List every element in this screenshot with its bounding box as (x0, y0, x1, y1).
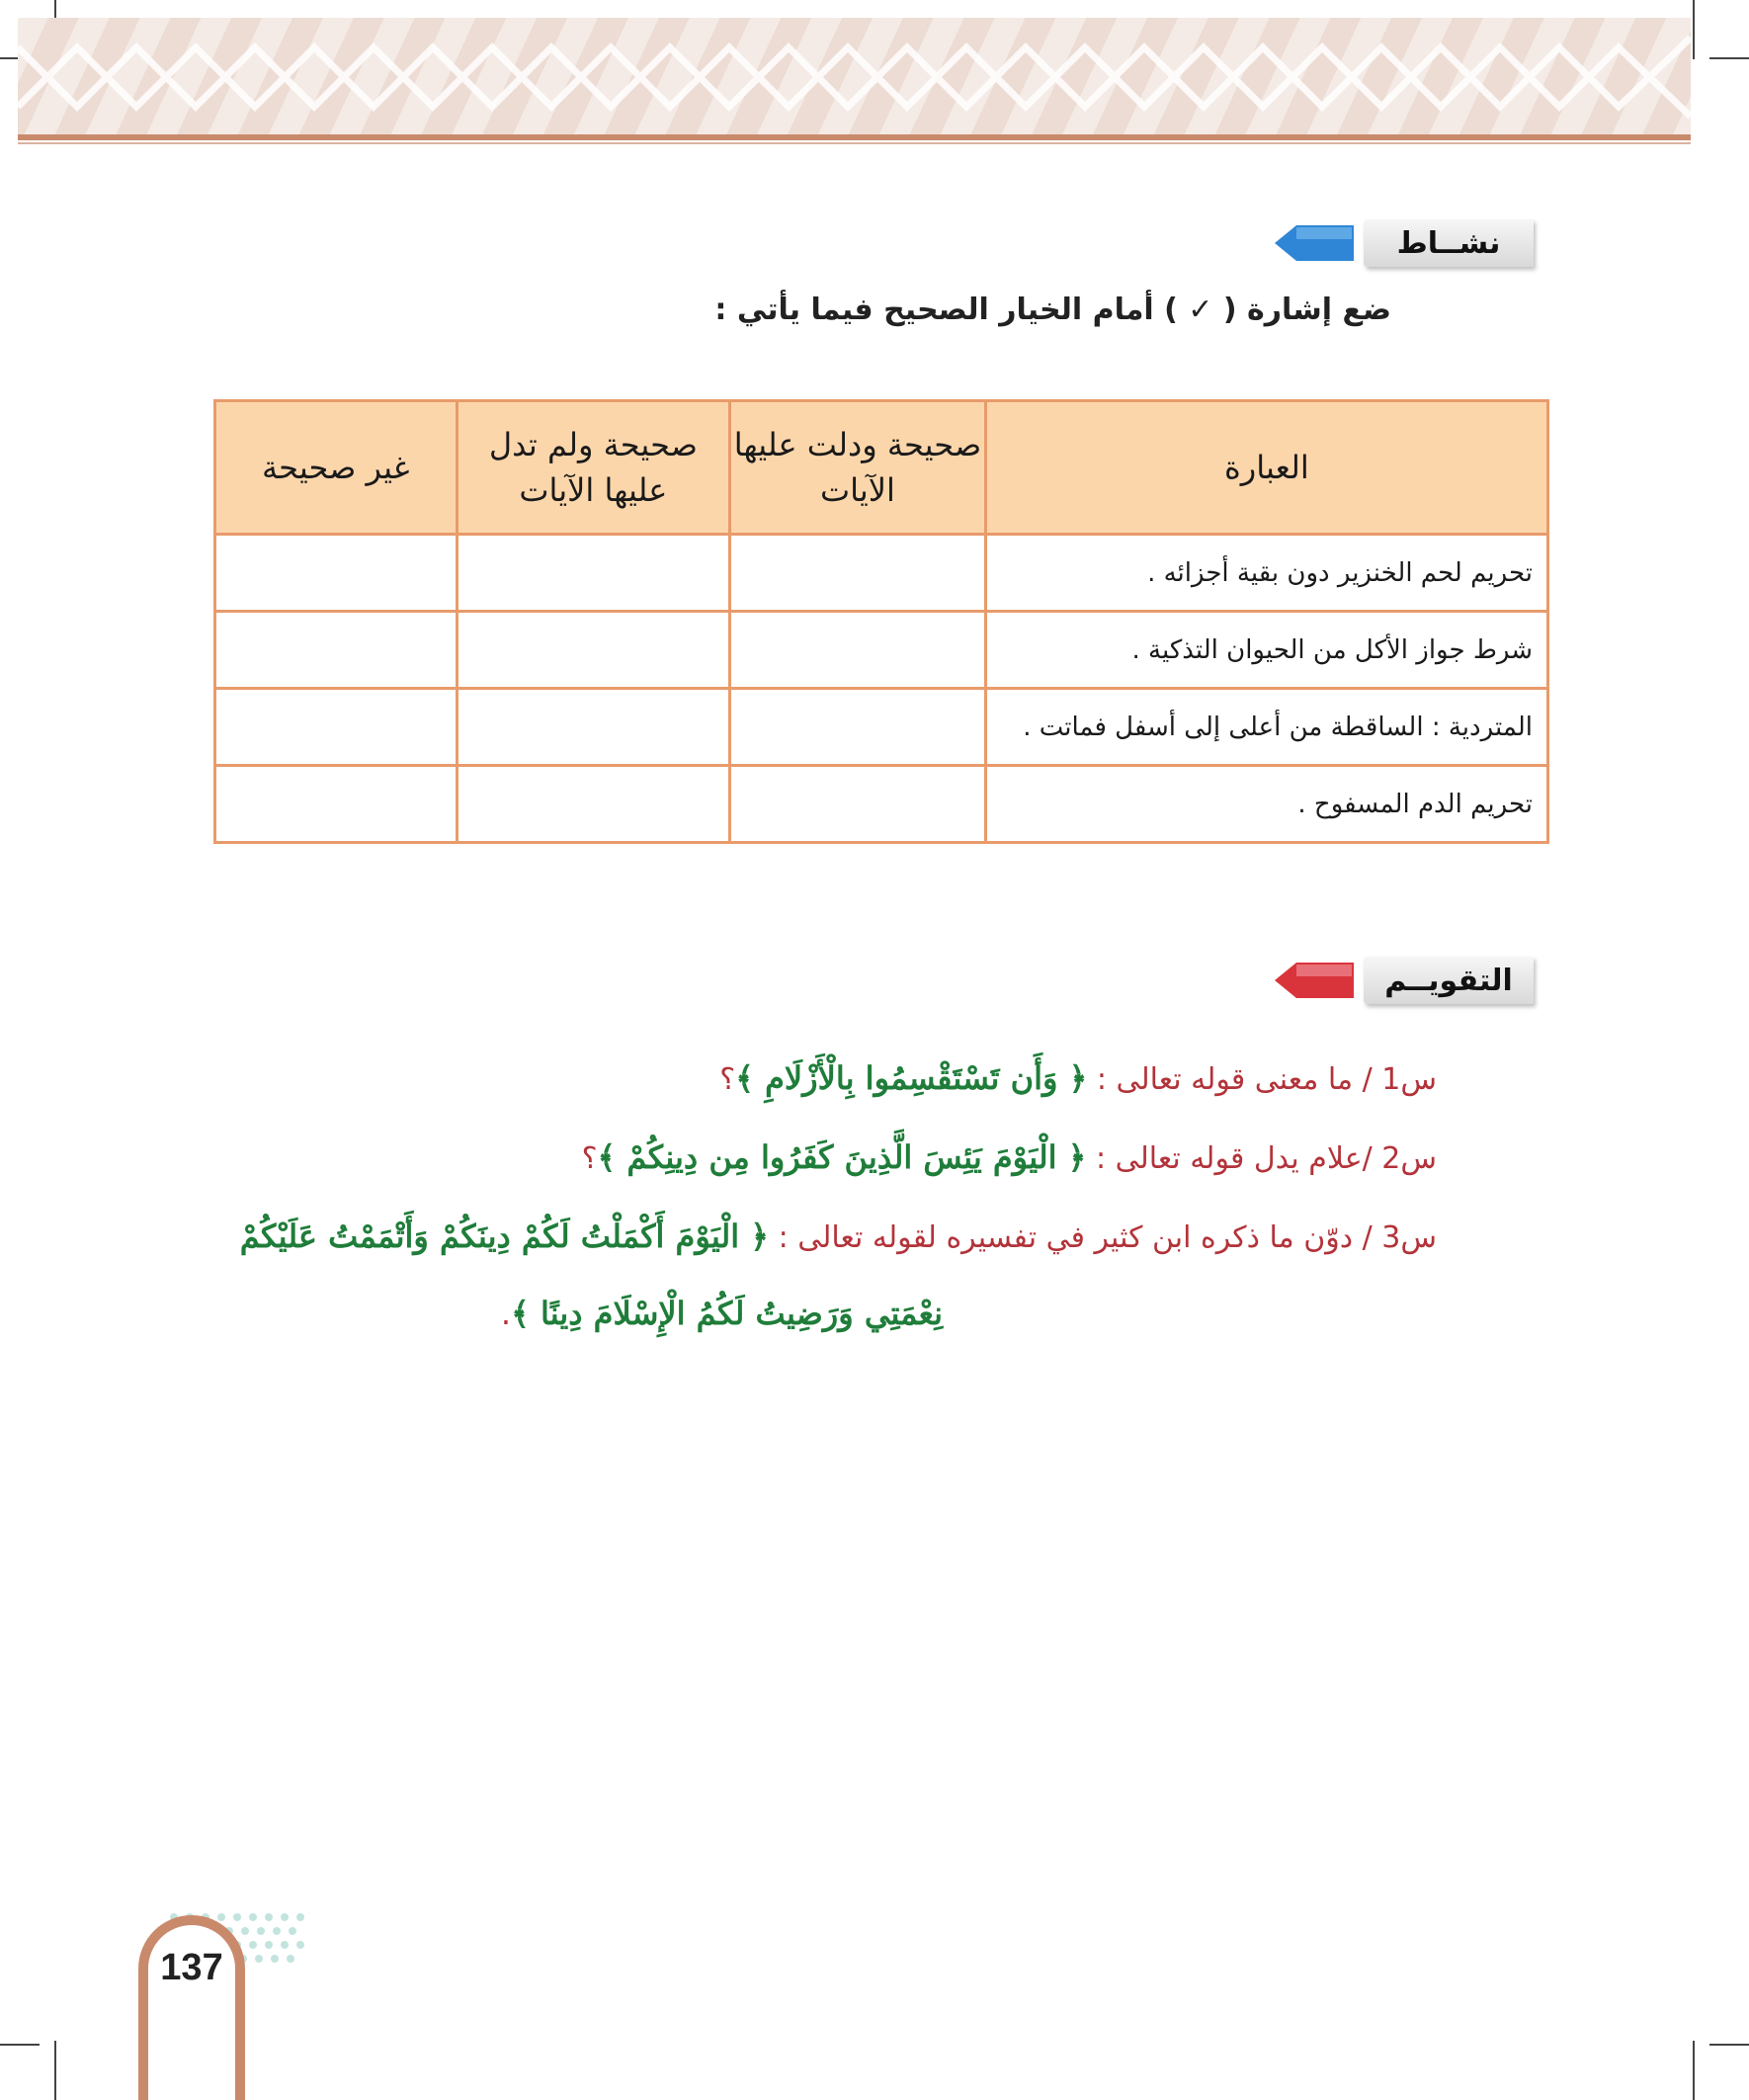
table-row (215, 612, 1548, 689)
header-rule (18, 134, 1691, 140)
table-row (215, 689, 1548, 766)
question-text: س2 /علام يدل قوله تعالى : (1095, 1141, 1437, 1176)
answer-cell-correct-indicated[interactable] (730, 535, 986, 612)
period: . (500, 1295, 512, 1332)
column-header-incorrect: غير صحيحة (215, 401, 458, 535)
question-mark: ؟ (581, 1141, 598, 1176)
page-number: 137 (160, 1947, 223, 1988)
header-rule-thin (18, 142, 1691, 144)
table-header-row (215, 401, 1548, 535)
quran-verse-continuation: نِعْمَتِي وَرَضِيتُ لَكُمُ الْإِسْلَامَ دِينًا ﴾ (511, 1295, 943, 1332)
column-header-correct-not-indicated: صحيحة ولم تدل عليها الآيات (457, 401, 730, 535)
crop-mark (1709, 57, 1749, 59)
quran-verse: ﴿ الْيَوْمَ يَئِسَ الَّذِينَ كَفَرُوا مِن دِينِكُمْ ﴾ (597, 1138, 1087, 1176)
question-text: س1 / ما معنى قوله تعالى : (1096, 1062, 1437, 1097)
crop-mark (1693, 0, 1695, 59)
question-1 (719, 1059, 1437, 1097)
crop-mark (54, 2041, 56, 2100)
question-text: س3 / دوّن ما ذكره ابن كثير في تفسيره لقوله تعالى : (778, 1220, 1437, 1255)
answer-cell-incorrect[interactable] (215, 689, 458, 766)
table-row (215, 766, 1548, 843)
statement-cell: المتردية : الساقطة من أعلى إلى أسفل فماتت . (985, 689, 1547, 766)
crop-mark (1693, 2041, 1695, 2100)
crop-mark (1709, 2044, 1749, 2046)
answer-cell-correct-not-indicated[interactable] (457, 535, 730, 612)
evaluation-title: التقويــم (1364, 957, 1534, 1004)
quran-verse: ﴿ الْيَوْمَ أَكْمَلْتُ لَكُمْ دِينَكُمْ وَأَتْمَمْتُ عَلَيْكُمْ (239, 1218, 770, 1255)
column-header-statement: العبارة (985, 401, 1547, 535)
statement-cell: تحريم الدم المسفوح . (985, 766, 1547, 843)
answer-cell-correct-not-indicated[interactable] (457, 766, 730, 843)
activity-title: نشــاط (1364, 219, 1534, 267)
answer-cell-correct-not-indicated[interactable] (457, 612, 730, 689)
crop-mark (0, 2044, 40, 2046)
activity-instruction: ضع إشارة ( ✓ ) أمام الخيار الصحيح فيما يأتي : (714, 293, 1391, 327)
answer-cell-incorrect[interactable] (215, 535, 458, 612)
answer-table (213, 399, 1549, 844)
column-header-correct-indicated: صحيحة ودلت عليها الآيات (730, 401, 986, 535)
question-3-continuation (501, 1295, 943, 1332)
question-3 (240, 1218, 1437, 1255)
answer-cell-correct-indicated[interactable] (730, 689, 986, 766)
question-2 (582, 1138, 1437, 1176)
answer-cell-correct-not-indicated[interactable] (457, 689, 730, 766)
answer-cell-correct-indicated[interactable] (730, 766, 986, 843)
evaluation-tag (1275, 957, 1534, 1004)
activity-tag (1275, 219, 1534, 267)
statement-cell: تحريم لحم الخنزير دون بقية أجزائه . (985, 535, 1547, 612)
decorative-header-pattern (18, 18, 1691, 134)
red-arrow-icon (1275, 963, 1354, 998)
table-row (215, 535, 1548, 612)
statement-cell: شرط جواز الأكل من الحيوان التذكية . (985, 612, 1547, 689)
blue-arrow-icon (1275, 225, 1354, 261)
question-mark: ؟ (719, 1062, 736, 1097)
answer-cell-incorrect[interactable] (215, 766, 458, 843)
answer-cell-correct-indicated[interactable] (730, 612, 986, 689)
answer-cell-incorrect[interactable] (215, 612, 458, 689)
quran-verse: ﴿ وَأَن تَسْتَقْسِمُوا بِالْأَزْلَامِ ﴾ (735, 1059, 1088, 1097)
